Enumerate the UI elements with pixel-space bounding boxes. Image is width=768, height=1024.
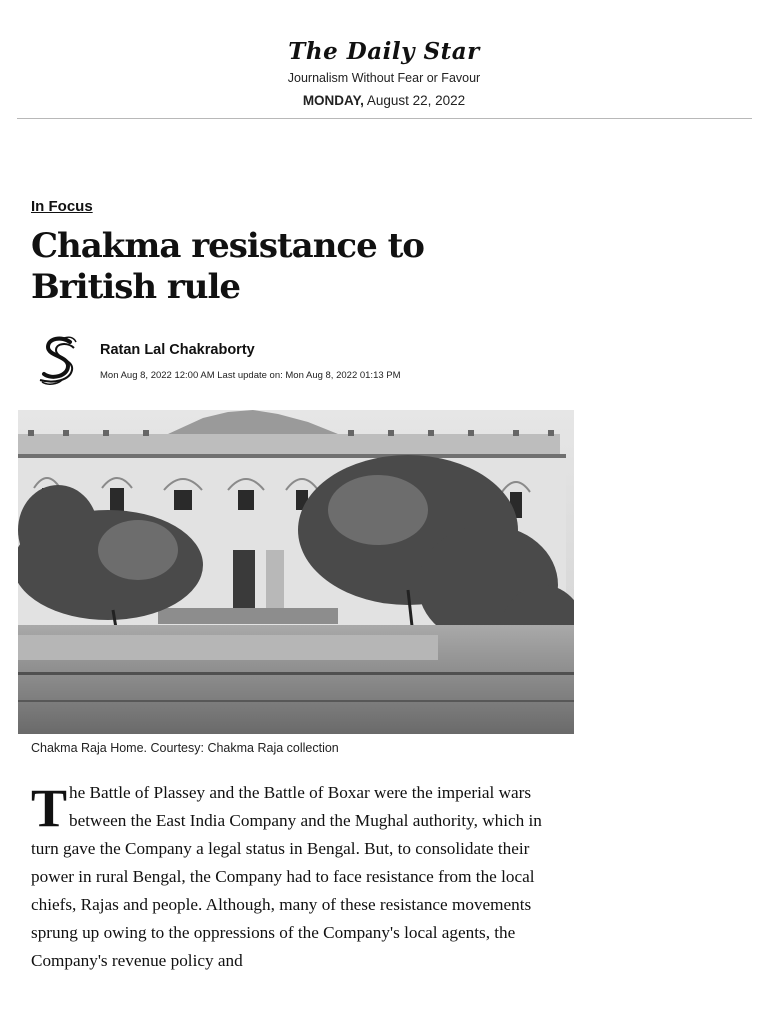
- section-link-in-focus[interactable]: In Focus: [31, 198, 93, 215]
- author-avatar-s-logo-icon: [34, 334, 84, 388]
- current-date: [0, 93, 768, 108]
- current-day: MONDAY,: [302, 93, 364, 108]
- site-tagline: Journalism Without Fear or Favour: [287, 71, 481, 85]
- article-photo: [18, 410, 574, 734]
- article-headline: Chakma resistance to British rule: [31, 226, 424, 307]
- article-body-paragraph: [31, 779, 561, 975]
- drop-cap: T: [31, 778, 68, 838]
- article-body-text: he Battle of Plassey and the Battle of Boxar were the imperial wars between the East India Company and the Mughal authority, which in turn gave the Company a legal status in Bengal. But, to consolidate their power in rural Bengal, the Company had to face resistance from the local chiefs, Rajas and people. Although, many of these resistance movements sprung up owing to the oppressions of the Company's local agents, the Company's revenue policy and: [31, 783, 542, 970]
- masthead-divider: [17, 118, 752, 119]
- author-name[interactable]: Ratan Lal Chakraborty: [100, 342, 255, 358]
- current-date-text: August 22, 2022: [366, 93, 466, 108]
- site-logo[interactable]: The Daily Star: [288, 38, 480, 65]
- article-timestamps: Mon Aug 8, 2022 12:00 AM Last update on: Mon Aug 8, 2022 01:13 PM: [100, 370, 401, 381]
- photo-caption: Chakma Raja Home. Courtesy: Chakma Raja collection: [31, 741, 339, 755]
